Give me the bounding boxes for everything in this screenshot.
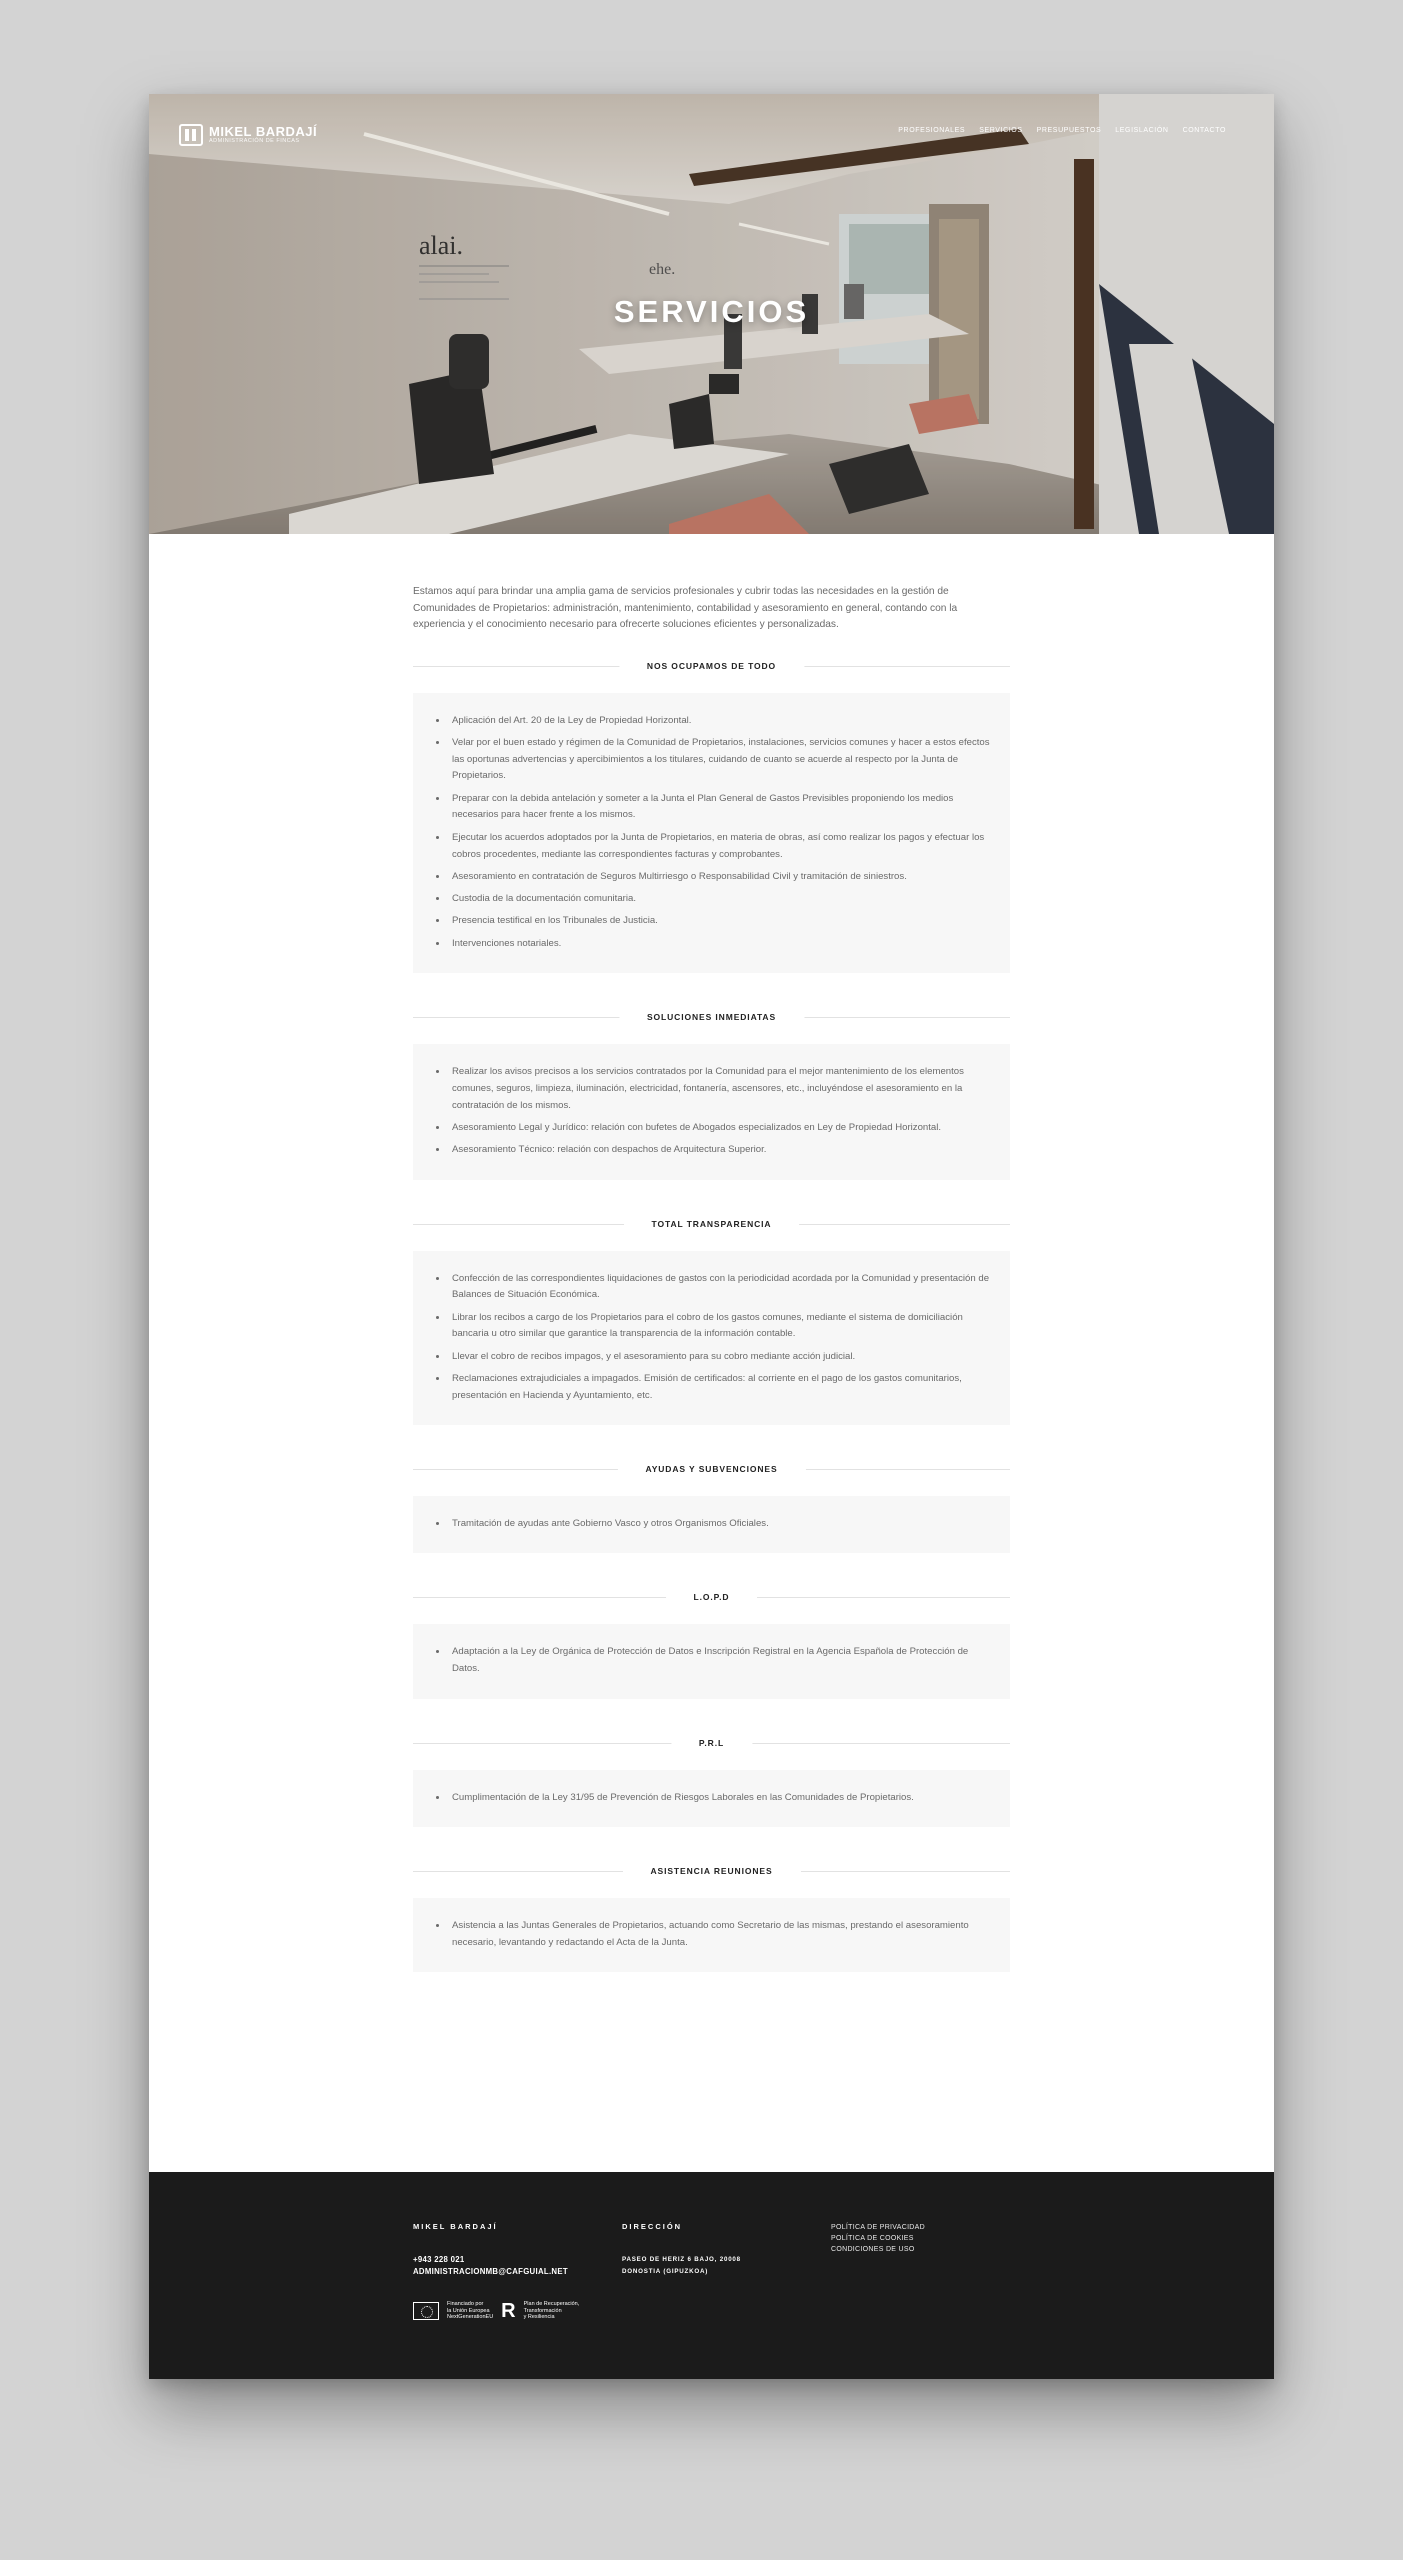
section-heading xyxy=(413,1217,1010,1231)
section-title: P.R.L xyxy=(671,1736,752,1750)
list-item: • Asesoramiento Técnico: relación con despachos de Arquitectura Superior. xyxy=(448,1142,990,1159)
nav-legislacion[interactable]: LEGISLACIÓN xyxy=(1115,127,1169,134)
section-box xyxy=(413,1624,1010,1698)
funding-logos xyxy=(413,2301,579,2321)
prtr-logo-icon: R xyxy=(501,2300,516,2322)
eu-line-3: NextGenerationEU xyxy=(447,2314,494,2321)
footer-link-privacy[interactable]: POLÍTICA DE PRIVACIDAD xyxy=(831,2224,925,2231)
section-list xyxy=(433,1918,990,1952)
section-heading xyxy=(413,1864,1010,1878)
section-heading xyxy=(413,659,1010,673)
footer-brand-heading: MIKEL BARDAJÍ xyxy=(413,2222,498,2231)
prtr-text xyxy=(524,2301,580,2321)
logo-subtitle: ADMINISTRACIÓN DE FINCAS xyxy=(209,138,300,144)
footer-address-line-2: DONOSTIA (GIPUZKOA) xyxy=(622,2267,709,2275)
prtr-line-2: Transformación xyxy=(523,2307,562,2314)
prtr-line-1: Plan de Recuperación, xyxy=(523,2301,580,2308)
footer-address-heading: DIRECCIÓN xyxy=(622,2222,683,2231)
svg-text:alai.: alai. xyxy=(419,231,464,260)
section-list xyxy=(433,1271,990,1405)
section-box xyxy=(413,1898,1010,1972)
section-title: AYUDAS Y SUBVENCIONES xyxy=(617,1462,805,1476)
nav-presupuestos[interactable]: PRESUPUESTOS xyxy=(1036,127,1102,134)
nav-profesionales[interactable]: PROFESIONALES xyxy=(898,127,966,134)
list-item: • Custodia de la documentación comunitaria. xyxy=(448,891,990,908)
section-title: L.O.P.D xyxy=(666,1590,758,1604)
list-item: • Realizar los avisos precisos a los servicios contratados por la Comunidad para el mejor mantenimiento de los elementos comunes, seguros, limpieza, iluminación, electricidad, fontanería, ascensores, etc., incluyéndose el asesoramiento en la contratación de los mismos. xyxy=(448,1064,990,1114)
eu-funding-text xyxy=(447,2301,493,2321)
intro-paragraph: Estamos aquí para brindar una amplia gama de servicios profesionales y cubrir todas las necesidades en la gestión de Comunidades de Propietarios: administración, mantenimiento, contabilidad y asesoramiento en general, contando con la experiencia y el conocimiento necesario para ofrecerte soluciones eficientes y personalizadas. xyxy=(413,586,958,630)
list-item: • Adaptación a la Ley de Orgánica de Protección de Datos e Inscripción Registral en la Agencia Española de Protección de Datos. xyxy=(448,1644,990,1678)
section-title: SOLUCIONES INMEDIATAS xyxy=(619,1010,804,1024)
footer-link-terms[interactable]: CONDICIONES DE USO xyxy=(831,2246,915,2253)
section-list xyxy=(433,713,990,953)
services-sections xyxy=(413,659,1010,1972)
footer-address-column xyxy=(622,2222,741,2277)
hero-banner xyxy=(149,94,1274,534)
nav-servicios[interactable]: SERVICIOS xyxy=(979,127,1023,134)
section-title: ASISTENCIA REUNIONES xyxy=(622,1864,800,1878)
list-item: • Llevar el cobro de recibos impagos, y el asesoramiento para su cobro mediante acción judicial. xyxy=(448,1349,990,1366)
section-box xyxy=(413,1044,1010,1179)
eu-line-1: Financiado por xyxy=(447,2301,484,2308)
section-box xyxy=(413,1496,1010,1553)
nav-contacto[interactable]: CONTACTO xyxy=(1182,127,1226,134)
section-heading xyxy=(413,1590,1010,1604)
section-list xyxy=(433,1064,990,1159)
section-box xyxy=(413,1251,1010,1426)
section-heading xyxy=(413,1010,1010,1024)
section-heading xyxy=(413,1462,1010,1476)
site-footer xyxy=(149,2172,1274,2379)
section-list xyxy=(433,1516,990,1533)
section-box xyxy=(413,1770,1010,1827)
eu-flag-icon xyxy=(413,2302,439,2320)
page xyxy=(149,94,1274,2379)
list-item: • Cumplimentación de la Ley 31/95 de Prevención de Riesgos Laborales en las Comunidades de Propietarios. xyxy=(448,1790,990,1807)
section-box xyxy=(413,693,1010,974)
footer-phone[interactable]: +943 228 021 xyxy=(413,2255,465,2264)
list-item: • Preparar con la debida antelación y someter a la Junta el Plan General de Gastos Previsibles proponiendo los medios necesarios para hacer frente a los mismos. xyxy=(448,791,990,825)
list-item: • Presencia testifical en los Tribunales de Justicia. xyxy=(448,913,990,930)
list-item: • Asesoramiento en contratación de Seguros Multirriesgo o Responsabilidad Civil y tramitación de siniestros. xyxy=(448,869,990,886)
footer-address-line-1: PASEO DE HERIZ 6 BAJO, 20008 xyxy=(622,2256,741,2263)
logo-name: MIKEL BARDAJÍ xyxy=(209,124,318,139)
site-logo[interactable] xyxy=(179,124,317,146)
page-title: SERVICIOS xyxy=(613,294,810,329)
svg-text:ehe.: ehe. xyxy=(649,261,676,278)
footer-email[interactable]: ADMINISTRACIONMB@CAFGUIAL.NET xyxy=(413,2266,568,2276)
list-item: • Ejecutar los acuerdos adoptados por la Junta de Propietarios, en materia de obras, así como realizar los pagos y efectuar los cobros procedentes, mediante las correspondientes facturas y comprobantes. xyxy=(448,830,990,864)
list-item: • Asistencia a las Juntas Generales de Propietarios, actuando como Secretario de las mismas, prestando el asesoramiento necesario, levantando y redactando el Acta de la Junta. xyxy=(448,1918,990,1952)
list-item: • Librar los recibos a cargo de los Propietarios para el cobro de los gastos comunes, mediante el sistema de domiciliación bancaria u otro similar que garantice la transparencia de la información contable. xyxy=(448,1310,990,1344)
list-item: • Tramitación de ayudas ante Gobierno Vasco y otros Organismos Oficiales. xyxy=(448,1516,990,1533)
footer-contact-column xyxy=(413,2222,568,2277)
list-item: • Intervenciones notariales. xyxy=(448,936,990,953)
main-nav xyxy=(898,127,1226,134)
list-item: • Velar por el buen estado y régimen de la Comunidad de Propietarios, instalaciones, servicios comunes y hacer a estos efectos las oportunas advertencias y apercibimientos a los titulares, cuidando de cuanto se acuerde al respecto por la Junta de Propietarios. xyxy=(448,735,990,785)
prtr-line-3: y Resiliencia xyxy=(523,2314,555,2321)
list-item: • Aplicación del Art. 20 de la Ley de Propiedad Horizontal. xyxy=(448,713,990,730)
logo-mark-icon xyxy=(179,124,203,146)
section-title: NOS OCUPAMOS DE TODO xyxy=(619,659,804,673)
list-item: • Confección de las correspondientes liquidaciones de gastos con la periodicidad acordada por la Comunidad y presentación de Balances de Situación Económica. xyxy=(448,1271,990,1305)
section-title: TOTAL TRANSPARENCIA xyxy=(624,1217,800,1231)
list-item: • Asesoramiento Legal y Jurídico: relación con bufetes de Abogados especializados en Ley de Propiedad Horizontal. xyxy=(448,1120,990,1137)
section-list xyxy=(433,1644,990,1678)
footer-link-cookies[interactable]: POLÍTICA DE COOKIES xyxy=(831,2235,914,2242)
logo-text xyxy=(209,125,317,145)
footer-legal-links xyxy=(831,2222,925,2255)
section-list xyxy=(433,1790,990,1807)
list-item: • Reclamaciones extrajudiciales a impagados. Emisión de certificados: al corriente en el pago de los gastos comunitarios, presentación en Hacienda y Ayuntamiento, etc. xyxy=(448,1371,990,1405)
section-heading xyxy=(413,1736,1010,1750)
main-content xyxy=(413,584,1010,2009)
eu-line-2: la Unión Europea xyxy=(447,2307,490,2314)
